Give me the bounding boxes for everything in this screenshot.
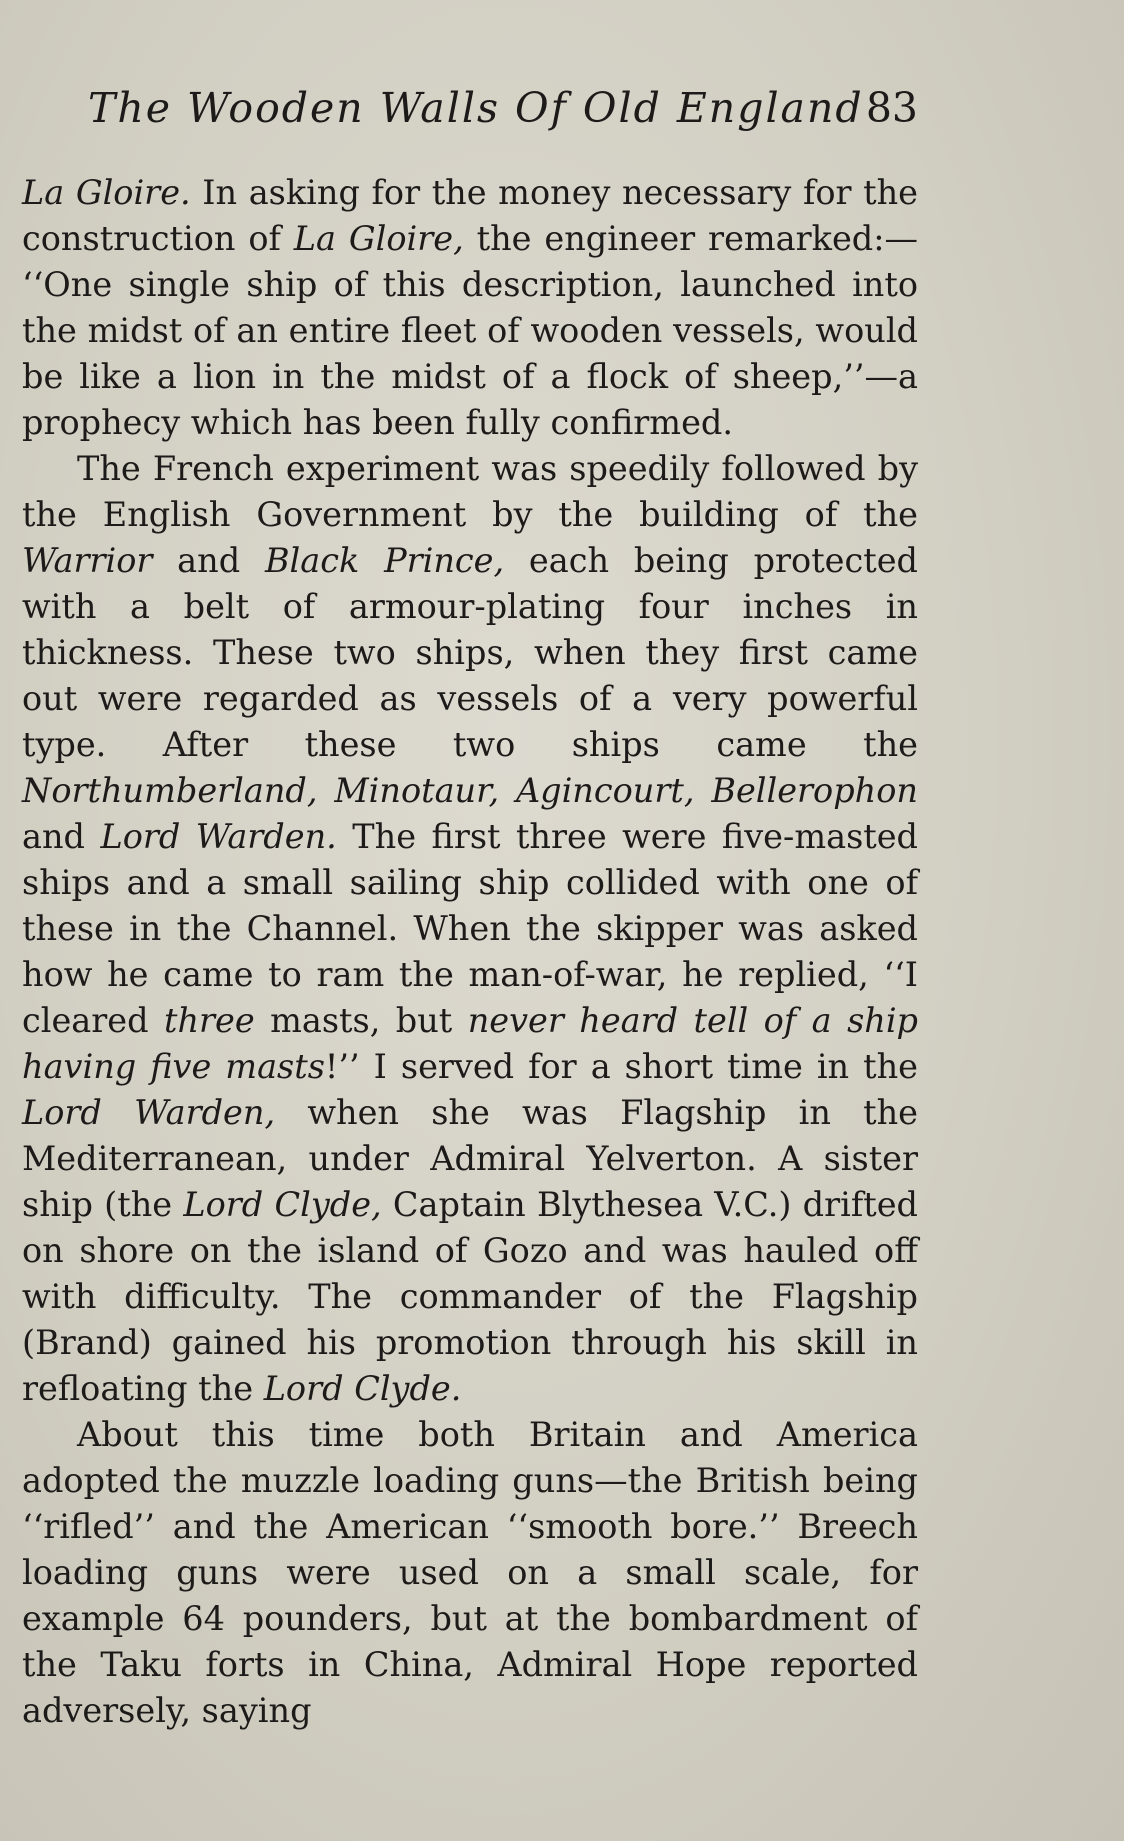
text-run: and: [152, 541, 265, 580]
text-run: The French experiment was speedily followed by the English Government by the building of the: [22, 449, 918, 534]
text-run: and: [22, 817, 101, 856]
italic-text-run: Northumberland, Minotaur, Agincourt, Bellerophon: [22, 771, 918, 810]
body-text: [22, 170, 918, 1734]
paragraph-1: [22, 170, 918, 446]
paragraph-2: [22, 446, 918, 1412]
text-run: Captain Blythesea V.C.) drifted on shore on the island of Gozo and was hauled off with difficulty. The commander of the Flagship (Brand) gained his promotion through his skill in refloating the: [22, 1185, 918, 1408]
italic-text-run: never heard tell of a ship having five masts: [22, 1001, 918, 1086]
text-run: In asking for the money necessary for the construction of: [22, 173, 918, 258]
italic-text-run: Lord Warden,: [22, 1093, 276, 1132]
text-run: each being protected with a belt of armour-plating four inches in thickness. These two ships, when they first came out were regarded as vessels of a very powerful type. After these two ships came the: [22, 541, 918, 764]
italic-text-run: Warrior: [22, 541, 153, 580]
running-head: The Wooden Walls Of Old England: [88, 84, 864, 132]
italic-text-run: La Gloire,: [293, 219, 464, 258]
italic-text-run: Lord Warden.: [100, 817, 337, 856]
italic-text-run: Lord Clyde,: [183, 1185, 382, 1224]
text-run: !’’ I served for a short time in the: [324, 1047, 918, 1086]
text-run: The first three were five-masted ships and a small sailing ship collided with one of these in the Channel. When the skipper was asked how he came to ram the man-of-war, he replied, ‘‘I cleared: [22, 817, 918, 1040]
italic-text-run: Lord Clyde.: [263, 1369, 462, 1408]
paragraph-3: [22, 1412, 918, 1734]
page-header: [88, 84, 918, 144]
text-run: About this time both Britain and America adopted the muzzle loading guns—the British being ‘‘rifled’’ and the American ‘‘smooth bore.’’ Breech loading guns were used on a small scale, for example 64 pounders, but at the bombardment of the Taku forts in China, Admiral Hope reported adversely, saying: [22, 1415, 918, 1730]
text-run: the engineer remarked:— ‘‘One single ship of this description, launched into the midst of an entire fleet of wooden vessels, would be like a lion in the midst of a flock of sheep,’’—a prophecy which has been fully confirmed.: [22, 219, 919, 442]
italic-text-run: La Gloire.: [22, 173, 191, 212]
page-number: 83: [865, 84, 918, 132]
italic-text-run: Black Prince,: [264, 541, 505, 580]
text-run: when she was Flagship in the Mediterranean, under Admiral Yelverton. A sister ship (the: [22, 1093, 918, 1224]
text-run: masts, but: [254, 1001, 468, 1040]
italic-text-run: three: [163, 1001, 255, 1040]
